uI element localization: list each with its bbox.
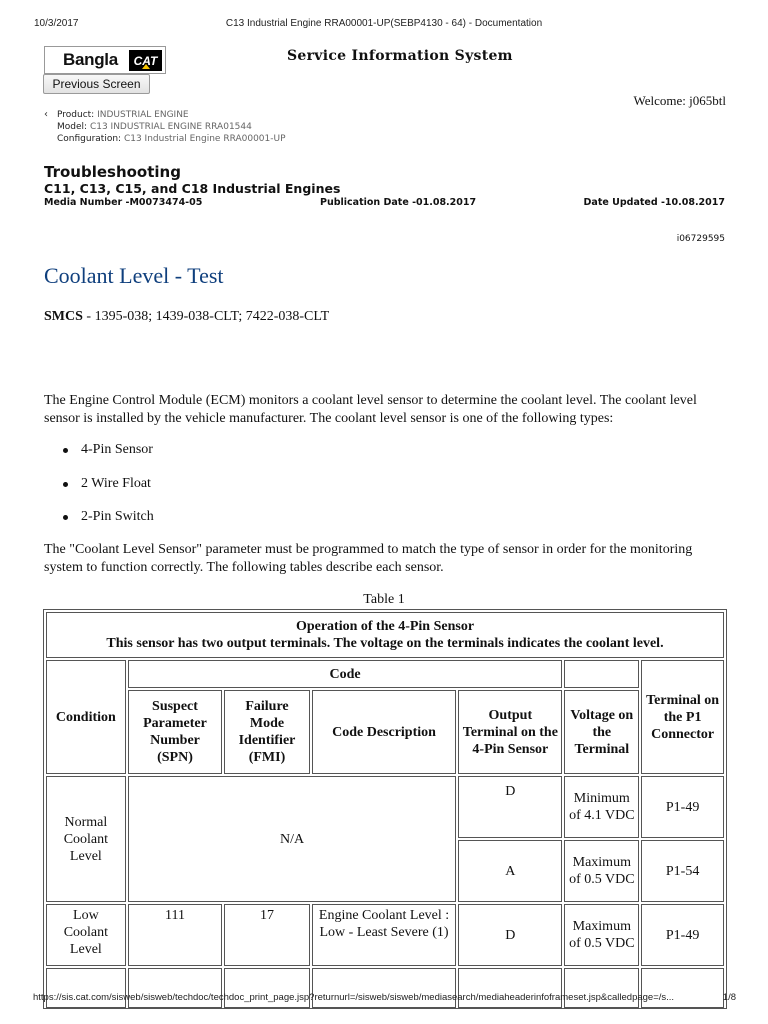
cat-logo-text: CAT bbox=[133, 53, 158, 68]
print-page-title: C13 Industrial Engine RRA00001-UP(SEBP4130 - 64) - Documentation bbox=[225, 18, 543, 29]
code-description-cell: Engine Coolant Level : Low - Least Severe (1) bbox=[312, 904, 457, 966]
p1-terminal-cell: P1-49 bbox=[641, 776, 724, 838]
page-number: 1/8 bbox=[722, 992, 736, 1003]
chevron-left-icon[interactable]: ‹ bbox=[44, 109, 48, 120]
table-description: This sensor has two output terminals. The voltage on the terminals indicates the coolant level. bbox=[106, 636, 664, 651]
voltage-cell: Maximum of 0.5 VDC bbox=[564, 840, 639, 902]
model-row: Model: C13 INDUSTRIAL ENGINE RRA01544 bbox=[57, 122, 252, 132]
parameter-note: The "Coolant Level Sensor" parameter must be programmed to match the type of sensor in order for the monitoring system to function correctly. The following tables describe each sensor. bbox=[44, 542, 693, 575]
p1-terminal-cell: P1-49 bbox=[641, 904, 724, 966]
table-header-row bbox=[46, 660, 724, 688]
product-row: Product: INDUSTRIAL ENGINE bbox=[57, 110, 189, 120]
header-empty bbox=[564, 660, 639, 688]
previous-screen-button[interactable]: Previous Screen bbox=[43, 74, 150, 94]
cat-logo-icon bbox=[129, 50, 162, 71]
header-fmi: Failure Mode Identifier (FMI) bbox=[224, 690, 310, 774]
table-row bbox=[46, 776, 724, 838]
voltage-cell: Minimum of 4.1 VDC bbox=[564, 776, 639, 838]
print-url: https://sis.cat.com/sisweb/sisweb/techdoc/techdoc_print_page.jsp?returnurl=/sisweb/sisweb/mediasearch/mediaheaderinfoframeset.jsp&calledpage=/s... bbox=[33, 992, 675, 1003]
header-output-terminal: Output Terminal on the 4-Pin Sensor bbox=[458, 690, 562, 774]
header-spn: Suspect Parameter Number (SPN) bbox=[128, 690, 223, 774]
configuration-row: Configuration: C13 Industrial Engine RRA00001-UP bbox=[57, 134, 286, 144]
bangla-cat-logo bbox=[44, 46, 166, 74]
header-condition: Condition bbox=[46, 660, 126, 774]
site-title: Service Information System bbox=[287, 48, 513, 64]
table-subheader-row bbox=[46, 690, 724, 774]
document-subtitle: C11, C13, C15, and C18 Industrial Engines bbox=[44, 181, 341, 196]
intro-paragraph: The Engine Control Module (ECM) monitors a coolant level sensor to determine the coolant level. The coolant level sensor is installed by the vehicle manufacturer. The coolant level sensor is one of the following types: bbox=[44, 393, 697, 426]
table-row bbox=[46, 904, 724, 966]
output-terminal-cell: D bbox=[458, 904, 562, 966]
spn-cell: 111 bbox=[128, 904, 223, 966]
publication-date: Publication Date -01.08.2017 bbox=[320, 197, 477, 208]
table-title-row bbox=[46, 612, 724, 658]
header-p1-terminal: Terminal on the P1 Connector bbox=[641, 660, 724, 774]
sensor-type-list bbox=[61, 442, 154, 543]
sensor-table bbox=[43, 609, 727, 1009]
p1-terminal-cell: P1-54 bbox=[641, 840, 724, 902]
media-number: Media Number -M0073474-05 bbox=[44, 197, 203, 208]
header-code: Code bbox=[128, 660, 563, 688]
welcome-user: Welcome: j065btl bbox=[633, 93, 726, 108]
document-category: Troubleshooting bbox=[44, 163, 181, 181]
voltage-cell: Maximum of 0.5 VDC bbox=[564, 904, 639, 966]
product-info bbox=[44, 109, 286, 145]
header-voltage: Voltage on the Terminal bbox=[564, 690, 639, 774]
condition-cell: Low Coolant Level bbox=[46, 904, 126, 966]
language-label: Bangla bbox=[63, 50, 118, 69]
print-date: 10/3/2017 bbox=[34, 18, 79, 29]
header-code-description: Code Description bbox=[312, 690, 457, 774]
output-terminal-cell: A bbox=[458, 840, 562, 902]
table-caption: Table 1 bbox=[363, 592, 405, 607]
output-terminal-cell: D bbox=[458, 776, 562, 838]
list-item: 2-Pin Switch bbox=[61, 509, 154, 543]
smcs-codes: SMCS - 1395-038; 1439-038-CLT; 7422-038-CLT bbox=[44, 309, 330, 324]
document-id: i06729595 bbox=[676, 234, 725, 244]
page-title: Coolant Level - Test bbox=[44, 263, 224, 288]
list-item: 4-Pin Sensor bbox=[61, 442, 154, 476]
date-updated: Date Updated -10.08.2017 bbox=[583, 197, 725, 208]
list-item: 2 Wire Float bbox=[61, 476, 154, 510]
table-title: Operation of the 4-Pin Sensor bbox=[295, 619, 475, 634]
code-cell: N/A bbox=[128, 776, 457, 902]
fmi-cell: 17 bbox=[224, 904, 310, 966]
condition-cell: Normal Coolant Level bbox=[46, 776, 126, 902]
